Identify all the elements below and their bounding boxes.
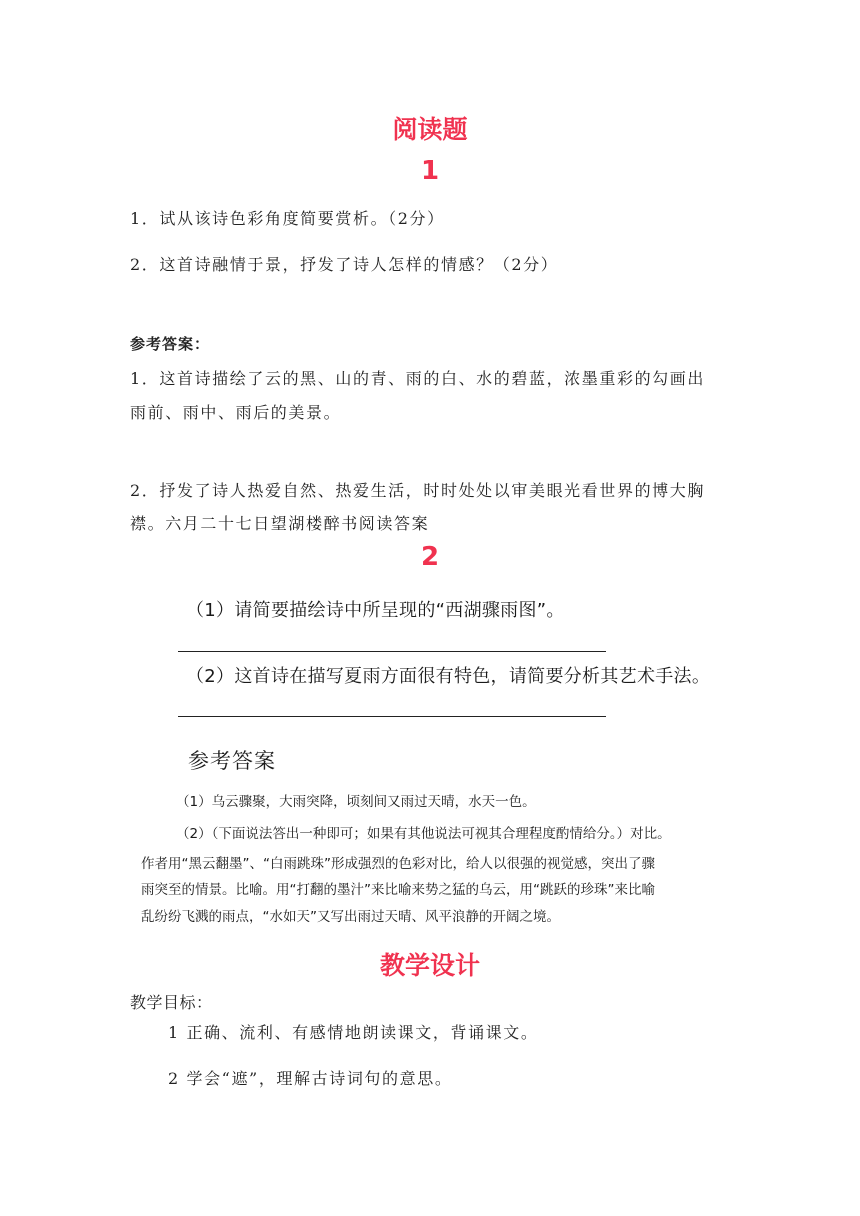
goals-label: 教学目标：: [130, 993, 213, 1012]
section-2-answer-2-line-4: 乱纷纷飞溅的雨点，“水如天”又写出雨过天晴、风平浪静的开阔之境。: [141, 909, 560, 925]
answer-2-line-1: 2．抒发了诗人热爱自然、热爱生活，时时处处以审美眼光看世界的博大胸: [130, 481, 705, 500]
answer-1-line-1: 1．这首诗描绘了云的黑、山的青、雨的白、水的碧蓝，浓墨重彩的勾画出: [130, 369, 705, 388]
section-2-answer-2-line-3: 雨突至的情景。比喻。用“打翻的墨汁”来比喻来势之猛的乌云，用“跳跃的珍珠”来比喻: [141, 882, 655, 898]
question-1: 1．试从该诗色彩角度简要赏析。（2分）: [130, 209, 445, 228]
question-2: 2．这首诗融情于景，抒发了诗人怎样的情感？（2分）: [130, 255, 559, 274]
answer-blank-2: [178, 716, 606, 717]
section-2-answer-title: 参考答案: [188, 749, 276, 773]
answer-1-line-2: 雨前、雨中、雨后的美景。: [130, 403, 342, 422]
goal-1: 1 正确、流利、有感情地朗读课文，背诵课文。: [168, 1023, 539, 1042]
section-2-number: 2: [420, 542, 440, 572]
answer-2-line-2: 襟。六月二十七日望湖楼醉书阅读答案: [130, 514, 430, 533]
section-1-number: 1: [420, 156, 440, 186]
goal-2: 2 学会“遮”，理解古诗词句的意思。: [168, 1069, 453, 1088]
section-2-answer-2-line-1: （2）（下面说法答出一种即可；如果有其他说法可视其合理程度酌情给分。）对比。: [176, 826, 671, 842]
section-2-answer-1: （1）乌云骤聚，大雨突降，顷刻间又雨过天晴，水天一色。: [176, 794, 536, 810]
section-2-question-2: （2）这首诗在描写夏雨方面很有特色，请简要分析其艺术手法。: [186, 666, 711, 687]
answer-blank-1: [178, 651, 606, 652]
section-2-question-1: （1）请简要描绘诗中所呈现的“西湖骤雨图”。: [186, 600, 565, 621]
section-2-answer-2-line-2: 作者用“黑云翻墨”、“白雨跳珠”形成强烈的色彩对比，给人以很强的视觉感，突出了骤: [141, 856, 655, 872]
answer-label: 参考答案：: [130, 335, 211, 353]
design-title: 教学设计: [379, 951, 480, 980]
reading-title: 阅读题: [392, 115, 468, 144]
